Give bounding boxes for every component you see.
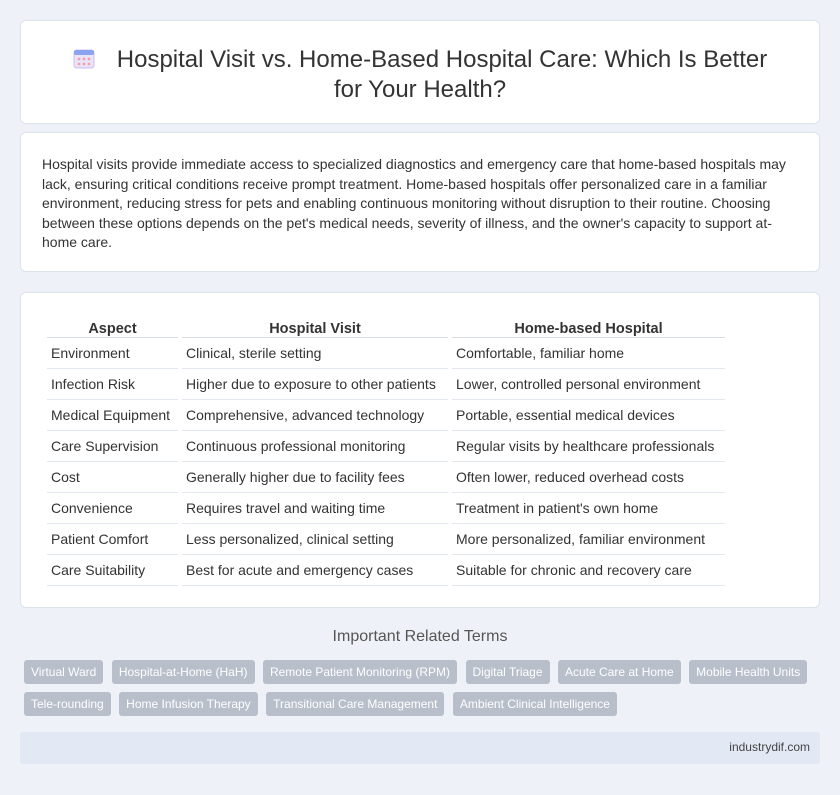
table-cell: Requires travel and waiting time bbox=[182, 493, 448, 524]
table-cell: Cost bbox=[47, 462, 178, 493]
related-term-tag[interactable]: Tele-rounding bbox=[24, 692, 111, 716]
table-cell: More personalized, familiar environment bbox=[452, 524, 725, 555]
table-cell: Medical Equipment bbox=[47, 400, 178, 431]
related-term-tag[interactable]: Remote Patient Monitoring (RPM) bbox=[263, 660, 457, 684]
table-cell: Often lower, reduced overhead costs bbox=[452, 462, 725, 493]
related-term-tag[interactable]: Acute Care at Home bbox=[558, 660, 681, 684]
table-row bbox=[47, 555, 725, 586]
table-cell: Convenience bbox=[47, 493, 178, 524]
table-cell: Infection Risk bbox=[47, 369, 178, 400]
column-header-home-based-hospital: Home-based Hospital bbox=[452, 316, 725, 338]
table-cell: Regular visits by healthcare professionals bbox=[452, 431, 725, 462]
table-cell: Clinical, sterile setting bbox=[182, 338, 448, 369]
table-cell: Best for acute and emergency cases bbox=[182, 555, 448, 586]
comparison-table bbox=[43, 316, 729, 586]
related-terms-title: Important Related Terms bbox=[332, 628, 508, 645]
title-card bbox=[20, 20, 820, 124]
page-title-row bbox=[21, 45, 819, 105]
table-cell: Generally higher due to facility fees bbox=[182, 462, 448, 493]
calendar-icon bbox=[73, 47, 95, 69]
table-row bbox=[47, 524, 725, 555]
table-cell: Comprehensive, advanced technology bbox=[182, 400, 448, 431]
table-header-row bbox=[47, 316, 725, 338]
table-cell: Patient Comfort bbox=[47, 524, 178, 555]
table-cell: Comfortable, familiar home bbox=[452, 338, 725, 369]
footer bbox=[20, 732, 820, 764]
table-cell: Higher due to exposure to other patients bbox=[182, 369, 448, 400]
column-header-hospital-visit: Hospital Visit bbox=[182, 316, 448, 338]
page-title: Hospital Visit vs. Home-Based Hospital Care: Which Is Better for Your Health? bbox=[116, 46, 768, 103]
related-term-tag[interactable]: Virtual Ward bbox=[24, 660, 103, 684]
related-term-tag[interactable]: Home Infusion Therapy bbox=[119, 692, 258, 716]
summary-card bbox=[20, 132, 820, 272]
table-cell: Treatment in patient's own home bbox=[452, 493, 725, 524]
related-term-tag[interactable]: Digital Triage bbox=[466, 660, 550, 684]
column-header-aspect: Aspect bbox=[47, 316, 178, 338]
table-row bbox=[47, 462, 725, 493]
table-cell: Less personalized, clinical setting bbox=[182, 524, 448, 555]
table-cell: Portable, essential medical devices bbox=[452, 400, 725, 431]
table-row bbox=[47, 431, 725, 462]
table-cell: Environment bbox=[47, 338, 178, 369]
footer-source[interactable]: industrydif.com bbox=[729, 740, 810, 754]
related-term-tag[interactable]: Transitional Care Management bbox=[266, 692, 444, 716]
table-cell: Continuous professional monitoring bbox=[182, 431, 448, 462]
related-term-tag[interactable]: Ambient Clinical Intelligence bbox=[453, 692, 617, 716]
table-row bbox=[47, 400, 725, 431]
related-terms-list bbox=[24, 660, 824, 724]
table-cell: Lower, controlled personal environment bbox=[452, 369, 725, 400]
table-row bbox=[47, 493, 725, 524]
table-row bbox=[47, 338, 725, 369]
summary-text: Hospital visits provide immediate access to specialized diagnostics and emergency care that home-based hospitals may lack, ensuring critical conditions receive prompt treatment. Home-based hospitals offer personalized care in a familiar environment, reducing stress for pets and enabling continuous monitoring without disruption to their routine. Choosing between these options depends on the pet's medical needs, severity of illness, and the owner's capacity to support at-home care. bbox=[42, 156, 786, 250]
table-cell: Care Supervision bbox=[47, 431, 178, 462]
related-term-tag[interactable]: Mobile Health Units bbox=[689, 660, 807, 684]
table-row bbox=[47, 369, 725, 400]
table-cell: Care Suitability bbox=[47, 555, 178, 586]
related-term-tag[interactable]: Hospital-at-Home (HaH) bbox=[112, 660, 255, 684]
comparison-card bbox=[20, 292, 820, 608]
table-cell: Suitable for chronic and recovery care bbox=[452, 555, 725, 586]
